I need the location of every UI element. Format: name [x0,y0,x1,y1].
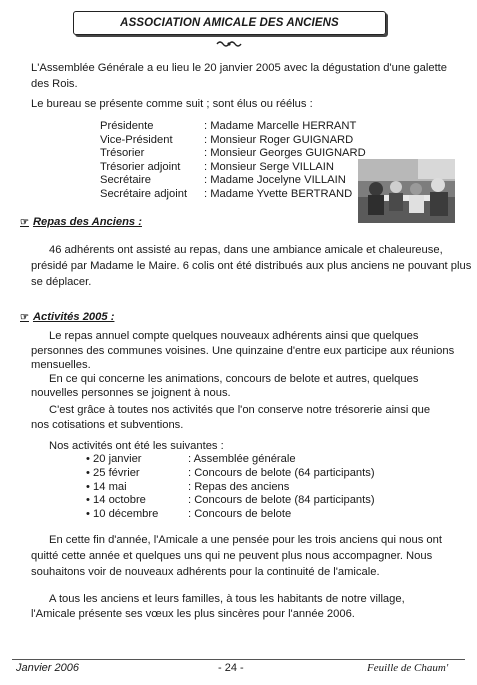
bureau-name: : Monsieur Roger GUIGNARD [204,133,354,146]
bureau-name: : Monsieur Serge VILLAIN [204,160,334,173]
bureau-role: Trésorier [100,147,145,160]
activity-date: • 10 décembre [86,508,159,521]
activites-p3-line-2: nos cotisations et subventions. [31,419,184,431]
activites-p3-line-1: C'est grâce à toutes nos activités que l'on conserve notre trésorerie ainsi que [49,404,431,416]
list-item [86,453,375,467]
footer-date: Janvier 2006 [16,662,79,674]
activity-date: • 14 mai [86,480,127,493]
bureau-role: Vice-Président [100,133,173,146]
list-item [86,481,375,495]
activites-heading [20,311,114,323]
bureau-role: Présidente [100,120,154,132]
activity-desc: : Concours de belote (84 participants) [188,494,375,507]
page-title: ASSOCIATION AMICALE DES ANCIENS [73,11,386,35]
activity-date: • 14 octobre [86,494,146,507]
activity-date: • 20 janvier [86,453,142,465]
bureau-intro: Le bureau se présente comme suit ; sont élus ou réélus : [31,98,313,110]
bureau-name: : Madame Jocelyne VILLAIN [204,174,346,187]
closing-p1-line-3: souhaitons voir de nouveaux adhérents pour la continuité de l'amicale. [31,566,380,578]
bureau-name: : Madame Yvette BERTRAND [204,187,353,200]
footer-divider [12,659,465,660]
bureau-row [100,134,366,148]
activity-desc: : Assemblée générale [188,453,296,465]
activites-p1-line-3: mensuelles. [31,359,91,371]
activity-date: • 25 février [86,466,140,479]
repas-line-1: 46 adhérents ont assisté au repas, dans une ambiance amicale et chaleureuse, [49,244,443,256]
repas-heading [20,216,142,228]
activity-desc: : Concours de belote [188,508,292,521]
bureau-row [100,147,366,161]
activity-desc: : Repas des anciens [188,480,290,493]
closing-p1-line-1: En cette fin d'année, l'Amicale a une pensée pour les trois anciens qui nous ont [49,534,442,546]
footer-publication: Feuille de Chaum' [367,662,449,674]
activites-list-intro: Nos activités ont été les suivantes : [49,440,224,452]
bureau-row [100,174,366,188]
hand-arrow-icon: ☞ [20,311,29,323]
repas-heading-label: Repas des Anciens : [32,216,142,228]
activity-desc: : Concours de belote (64 participants) [188,466,375,479]
group-photo [358,159,455,223]
bureau-list [100,120,366,202]
bureau-name: : Monsieur Georges GUIGNARD [204,147,366,160]
bureau-role: Trésorier adjoint [100,160,181,173]
list-item [86,508,375,522]
activites-p1-line-1: Le repas annuel compte quelques nouveaux adhérents ainsi que quelques [49,330,419,342]
hand-arrow-icon: ☞ [20,216,29,228]
repas-line-3: se déplacer. [31,276,92,288]
bureau-role: Secrétaire adjoint [100,187,188,200]
closing-p1-line-2: quitté cette année et quelques uns qui ne peuvent plus nous accompagner. Nous [31,550,433,562]
intro-line-2: des Rois. [31,78,78,90]
bureau-role: Secrétaire [100,174,151,187]
list-item [86,467,375,481]
activites-heading-label: Activités 2005 : [32,311,115,323]
bureau-row [100,161,366,175]
bureau-row [100,188,366,202]
list-item [86,494,375,508]
activites-p1-line-2: personnes des communes voisines. Une quinzaine d'entre eux participe aux réunions [31,345,455,357]
activites-p2-line-1: En ce qui concerne les animations, concours de belote et autres, quelques [49,373,419,385]
bureau-name: : Madame Marcelle HERRANT [204,120,357,132]
closing-p2-line-2: l'Amicale présente ses vœux les plus sincères pour l'année 2006. [31,608,355,620]
intro-line-1: L'Assemblée Générale a eu lieu le 20 janvier 2005 avec la dégustation d'une galette [31,62,448,74]
bureau-row [100,120,366,134]
repas-line-2: présidé par Madame le Maire. 6 colis ont été distribués aux plus anciens ne pouvant plus [31,260,472,272]
activites-p2-line-2: nouvelles personnes se joignent à nous. [31,387,231,399]
page-number: - 24 - [218,662,244,674]
closing-p2-line-1: A tous les anciens et leurs familles, à tous les habitants de notre village, [49,593,405,605]
activities-list [86,453,375,522]
decorative-ornament-icon [215,39,243,49]
